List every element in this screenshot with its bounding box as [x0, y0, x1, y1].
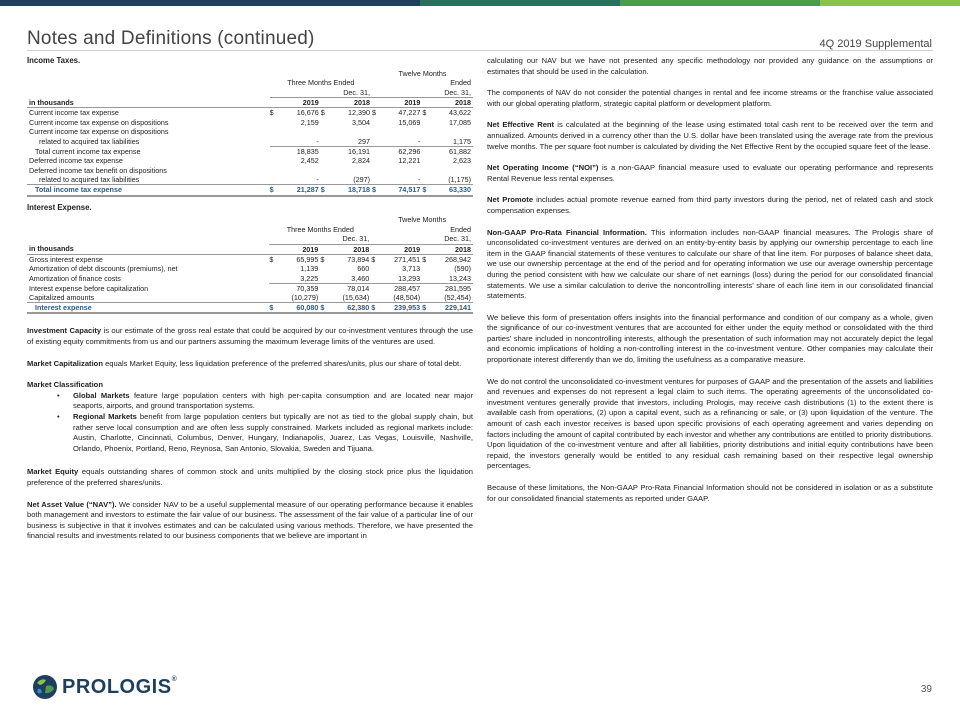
value-cell: - — [418, 136, 421, 146]
regional-markets-term: Regional Markets — [73, 411, 137, 421]
value-cell: 660 — [357, 264, 370, 274]
year-header: 2018 — [328, 97, 372, 107]
nav-continued-paragraph: calculating our NAV but we have not presented any specific methodology nor provided any guidance on the assumptions or estimates that should be used in the calculation. — [487, 56, 933, 76]
currency-cell — [321, 166, 329, 176]
prorata-term: Non-GAAP Pro-Rata Financial Information. — [487, 227, 647, 237]
currency-cell: $ — [422, 108, 427, 118]
row-label: Deferred income tax expense — [29, 156, 123, 166]
limitations-paragraph: Because of these limitations, the Non-GAAP Pro-Rata Financial Information should not be considered in isolation or as a substitute for our consolidated financial statements as reported under GAAP. — [487, 483, 933, 503]
currency-cell — [372, 175, 379, 185]
currency-cell — [422, 293, 429, 303]
top-bar-segment-1 — [0, 0, 420, 6]
table-row — [27, 137, 473, 147]
value-cell: 13,243 — [449, 273, 471, 283]
currency-cell: $ — [422, 254, 427, 264]
total-label: Interest expense — [27, 303, 269, 314]
top-color-bar — [0, 0, 960, 6]
currency-cell — [372, 166, 379, 176]
interest-expense-table — [27, 215, 473, 314]
currency-cell — [422, 137, 429, 147]
currency-cell: $ — [270, 185, 278, 196]
value-cell: 3,504 — [352, 117, 371, 127]
currency-cell — [269, 293, 276, 303]
currency-cell — [320, 293, 327, 303]
col-group-2-line2: Ended — [450, 78, 471, 88]
value-cell: 16,676 — [296, 108, 319, 118]
value-cell: 78,014 — [328, 283, 372, 293]
currency-cell: $ — [269, 303, 276, 314]
market-cap-paragraph — [27, 359, 473, 370]
row-label: Current income tax expense on dispositions — [29, 117, 169, 127]
global-markets-text: feature large population centers with high per-capita consumption and are located near major seaports, airports, and ground transportation systems. — [73, 390, 473, 411]
currency-cell — [321, 146, 329, 156]
top-bar-segment-3 — [620, 0, 820, 6]
currency-cell — [320, 274, 327, 284]
row-label: Total current income tax expense — [35, 146, 141, 156]
value-cell: - — [418, 175, 421, 185]
currency-cell — [422, 156, 429, 166]
investment-capacity-text: is our estimate of the gross real estate that could be acquired by our co-investment ventures through the use of existing equity commitments from us and our partners assuming the maximum leverage limits of the ventures are used. — [27, 326, 473, 346]
market-equity-term: Market Equity — [27, 467, 79, 477]
header-spacer — [27, 225, 269, 235]
value-cell: 2,452 — [300, 156, 319, 166]
noi-paragraph — [487, 163, 933, 184]
table-row — [27, 283, 473, 293]
noi-term: Net Operating Income (“NOI”) — [487, 163, 599, 173]
currency-cell — [320, 283, 327, 293]
value-cell: (590) — [454, 264, 471, 274]
year-header: 2018 — [430, 97, 473, 107]
supplemental-label: 4Q 2019 Supplemental — [819, 38, 932, 50]
left-column — [27, 56, 473, 542]
col-sub-1: Dec. 31, — [270, 88, 372, 98]
currency-cell — [422, 264, 429, 274]
page-number: 39 — [920, 684, 932, 695]
value-cell — [379, 166, 422, 176]
year-spacer — [372, 97, 379, 107]
col-group-1: Three Months Ended — [286, 224, 354, 234]
year-header: 2018 — [429, 244, 473, 254]
currency-cell — [422, 146, 429, 156]
currency-cell: $ — [320, 303, 327, 314]
currency-cell — [372, 146, 379, 156]
total-value-cell: 63,330 — [430, 185, 473, 196]
year-spacer — [270, 97, 278, 107]
value-cell — [277, 127, 321, 137]
value-cell: 3,713 — [402, 264, 421, 274]
table-row — [27, 127, 473, 137]
year-spacer — [422, 97, 429, 107]
year-header: 2019 — [277, 97, 321, 107]
value-cell: 17,085 — [449, 117, 471, 127]
currency-cell — [270, 166, 278, 176]
col-sub-2: Dec. 31, — [371, 234, 473, 244]
table-row — [27, 274, 473, 284]
unit-label: in thousands — [27, 244, 269, 254]
value-cell: 288,457 — [379, 283, 423, 293]
currency-cell — [371, 293, 378, 303]
value-cell: 1,139 — [300, 264, 319, 274]
currency-cell — [372, 137, 379, 147]
top-bar-segment-2 — [420, 0, 620, 6]
col-group-2-line1: Twelve Months — [398, 215, 447, 225]
currency-cell — [422, 127, 429, 137]
prologis-logo — [32, 674, 177, 700]
market-classification-list — [27, 391, 473, 455]
col-group-1: Three Months Ended — [287, 78, 355, 88]
table-row — [27, 264, 473, 274]
page-title: Notes and Definitions (continued) — [27, 28, 315, 49]
regional-markets-text: benefit from large population centers but typically are not as tied to the global supply chain, but rather serve local consumption and are often less supply constrained. Markets included as regional markets include: Austin, Charlotte, Cincinnati, Columbus, Denver, Hungary, Indianapolis, Juarez, Las Vegas, Louisville, Nashville, Orlando, Phoenix, Portland, Reno, Reynosa, San Antonio, Slovakia, Sweden and Tijuana. — [73, 411, 473, 453]
total-value-cell: 60,080 — [277, 303, 321, 314]
title-divider — [27, 50, 933, 51]
table-row — [27, 293, 473, 303]
currency-cell — [321, 117, 329, 127]
year-header: 2019 — [379, 97, 422, 107]
ner-term: Net Effective Rent — [487, 120, 555, 130]
currency-cell — [422, 166, 429, 176]
value-cell — [430, 127, 473, 137]
year-spacer — [321, 97, 329, 107]
prologis-globe-icon — [32, 674, 58, 700]
currency-cell: $ — [269, 108, 274, 118]
row-label: Gross interest expense — [29, 254, 103, 264]
value-cell: 2,159 — [300, 117, 319, 127]
year-spacer — [320, 244, 327, 254]
market-equity-paragraph — [27, 467, 473, 488]
net-effective-rent-paragraph — [487, 120, 933, 152]
value-cell: 297 — [358, 136, 371, 146]
currency-cell — [321, 127, 329, 137]
year-spacer — [269, 244, 276, 254]
currency-cell: $ — [422, 303, 429, 314]
currency-cell — [269, 274, 276, 284]
currency-cell — [270, 175, 278, 185]
value-cell: (297) — [353, 175, 371, 185]
promote-text: includes actual promote revenue earned from third party investors during the period, net of related cash and stock compensation expenses. — [487, 195, 934, 215]
prorata-text: This information includes non-GAAP financial measures. The Prologis share of unconsolidated co-investment ventures are derived on an entity-by-entity basis by applying our ownership percentage to each line item in the GAAP financial statements of these ventures to calculate our share of that line item. For purposes of balance sheet data, we use our ownership percentage at the end of the period and for operating information we use our average ownership percentage during the period consistent with how we calculate our share of net earnings (loss) during the period for our consolidated financial statements. We use a similar calculation to derive the noncontrolling interests’ share of each line item in our consolidated financial statements. — [487, 227, 933, 301]
currency-cell: $ — [422, 185, 429, 196]
value-cell: 62,296 — [379, 146, 422, 156]
value-cell: 268,942 — [445, 254, 471, 264]
value-cell: 271,451 — [394, 254, 421, 264]
net-promote-paragraph — [487, 195, 933, 216]
header-spacer — [27, 234, 269, 244]
currency-cell — [321, 175, 329, 185]
total-value-cell: 74,517 — [379, 185, 422, 196]
total-value-cell: 239,953 — [379, 303, 423, 314]
table-row — [27, 117, 473, 127]
income-taxes-heading: Income Taxes. — [27, 56, 81, 65]
right-column — [487, 56, 933, 504]
currency-cell — [371, 264, 378, 274]
col-sub-2: Dec. 31, — [372, 88, 473, 98]
logo-registered-mark: ® — [171, 675, 178, 683]
row-label: Amortization of debt discounts (premiums), net — [29, 264, 178, 274]
logo-text: PROLOGIS — [62, 675, 172, 698]
table-row — [27, 108, 473, 118]
currency-cell — [422, 117, 429, 127]
currency-cell: $ — [269, 254, 274, 264]
header-spacer — [27, 88, 270, 98]
value-cell: - — [316, 136, 319, 146]
currency-cell: $ — [320, 108, 325, 118]
logo-wordmark — [62, 676, 177, 699]
value-cell — [328, 166, 372, 176]
value-cell: 65,995 — [296, 254, 319, 264]
market-cap-term: Market Capitalization — [27, 358, 103, 368]
row-label: Amortization of finance costs — [29, 273, 121, 283]
table-row — [27, 175, 473, 185]
value-cell: 47,227 — [398, 108, 421, 118]
header-spacer — [270, 69, 372, 79]
currency-cell: $ — [321, 185, 329, 196]
market-cap-text: equals Market Equity, less liquidation preference of the preferred shares/units, plus our share of total debt. — [102, 358, 462, 368]
value-cell — [430, 166, 473, 176]
value-cell: 2,824 — [352, 156, 371, 166]
value-cell: 18,835 — [277, 146, 321, 156]
year-header: 2018 — [328, 244, 372, 254]
market-equity-text: equals outstanding shares of common stock and units multiplied by the closing stock price plus the liquidation preference of the preferred shares/units. — [27, 467, 473, 487]
value-cell: 1,175 — [453, 136, 471, 146]
investment-capacity-paragraph — [27, 326, 473, 347]
investment-capacity-term: Investment Capacity — [27, 326, 102, 336]
col-group-2-line2: Ended — [450, 224, 471, 234]
row-label: related to acquired tax liabilities — [39, 175, 140, 185]
row-label: Deferred income tax benefit on dispositions — [29, 165, 167, 175]
currency-cell — [269, 283, 276, 293]
total-row — [27, 185, 473, 196]
currency-cell — [422, 274, 429, 284]
value-cell: (15,634) — [342, 292, 370, 302]
top-bar-segment-4 — [820, 0, 960, 6]
market-class-term: Market Classification — [27, 380, 103, 390]
header-spacer — [269, 215, 371, 225]
currency-cell — [270, 137, 278, 147]
nav-paragraph — [27, 500, 473, 542]
currency-cell: $ — [371, 303, 378, 314]
value-cell: 3,225 — [300, 273, 319, 283]
currency-cell — [372, 127, 379, 137]
value-cell: 12,221 — [398, 156, 421, 166]
value-cell: 2,623 — [453, 156, 471, 166]
nav-text: We consider NAV to be a useful supplemental measure of our operating performance because it enables both management and investors to estimate the fair value of our business. The assessment of the fair value of a particular line of our business is subjective in that it involves estimates and can be calculated using various methods. Therefore, we have presented the financial results and investments related to our business components that we believe are important in — [27, 499, 473, 541]
market-classification-heading — [27, 380, 473, 391]
unit-label: in thousands — [27, 97, 270, 107]
currency-cell: $ — [372, 108, 377, 118]
year-header: 2019 — [379, 244, 423, 254]
income-taxes-table — [27, 69, 473, 197]
currency-cell: $ — [372, 185, 379, 196]
value-cell: 70,359 — [277, 283, 321, 293]
header-spacer — [27, 215, 269, 225]
currency-cell — [372, 117, 379, 127]
currency-cell — [422, 283, 429, 293]
value-cell: (10,279) — [291, 292, 319, 302]
value-cell — [328, 127, 372, 137]
col-group-2-line1: Twelve Months — [398, 68, 447, 78]
total-label: Total income tax expense — [27, 185, 270, 196]
value-cell: (48,504) — [393, 292, 421, 302]
value-cell: 16,191 — [328, 146, 372, 156]
currency-cell — [270, 156, 278, 166]
believe-paragraph: We believe this form of presentation offers insights into the financial performance and condition of our company as a whole, given the significance of our co-investment ventures that are accounted for either under the equity method or consolidated with the third parties’ share included in noncontrolling interests, although the presentation of such information may not accurately depict the legal and economic implications of holding a non-controlling interest in the co-investment venture. Other companies may calculate their proportionate interest differently than we do, limiting the usefulness as a comparative measure. — [487, 312, 933, 365]
currency-cell — [422, 175, 429, 185]
currency-cell — [270, 117, 278, 127]
currency-cell: $ — [371, 254, 376, 264]
row-label: Current income tax expense — [29, 108, 119, 118]
value-cell: 12,390 — [348, 108, 371, 118]
value-cell: (1,175) — [448, 175, 471, 185]
table-row — [27, 146, 473, 156]
value-cell: 43,622 — [449, 108, 471, 118]
year-spacer — [371, 244, 378, 254]
currency-cell — [270, 127, 278, 137]
nav-components-paragraph: The components of NAV do not consider the potential changes in rental and fee income streams or the franchise value associated with our global operating platform, strategic capital platform or development platform. — [487, 88, 933, 108]
value-cell: (52,454) — [444, 292, 471, 302]
value-cell: 3,460 — [351, 273, 370, 283]
header-spacer — [27, 78, 270, 88]
value-cell: 73,894 — [347, 254, 370, 264]
row-label: Current income tax expense on dispositions — [29, 127, 169, 137]
currency-cell — [321, 156, 329, 166]
noi-text: is a non-GAAP financial measure used to evaluate our operating performance and represents Rental Revenue less rental expenses. — [487, 163, 934, 183]
value-cell — [277, 166, 321, 176]
ner-text: is calculated at the beginning of the lease using estimated total cash rent to be received over the term and annualized. Amounts derived in a currency other than the U.S. dollar have been translated using the average rate from the previous twelve months. The per square foot number is calculated by dividing the Net Effective Rent by the occupied square feet of the lease. — [487, 120, 933, 151]
promote-term: Net Promote — [487, 195, 534, 205]
row-label: related to acquired tax liabilities — [39, 136, 140, 146]
pro-rata-paragraph — [487, 228, 933, 302]
currency-cell — [321, 137, 329, 147]
list-item-regional-markets — [27, 412, 473, 454]
global-markets-term: Global Markets — [73, 390, 130, 400]
total-value-cell: 62,380 — [328, 303, 372, 314]
currency-cell — [320, 264, 327, 274]
value-cell: 15,069 — [398, 117, 421, 127]
list-item-global-markets — [27, 391, 473, 412]
table-row — [27, 254, 473, 264]
currency-cell — [269, 264, 276, 274]
interest-expense-heading: Interest Expense. — [27, 202, 92, 212]
header-spacer — [27, 69, 270, 79]
value-cell — [379, 127, 422, 137]
year-header: 2019 — [277, 244, 321, 254]
currency-cell — [371, 283, 378, 293]
row-label: Interest expense before capitalization — [29, 283, 149, 293]
nav-term: Net Asset Value (“NAV”). — [27, 499, 117, 509]
table-row — [27, 166, 473, 176]
total-row — [27, 303, 473, 314]
currency-cell — [270, 146, 278, 156]
total-value-cell: 229,141 — [429, 303, 473, 314]
value-cell: 13,293 — [398, 273, 421, 283]
value-cell: 61,882 — [430, 146, 473, 156]
total-value-cell: 21,287 — [277, 185, 321, 196]
year-spacer — [422, 244, 429, 254]
total-value-cell: 18,718 — [328, 185, 372, 196]
currency-cell — [371, 274, 378, 284]
col-sub-1: Dec. 31, — [269, 234, 371, 244]
table-row — [27, 156, 473, 166]
value-cell: - — [316, 175, 319, 185]
control-paragraph: We do not control the unconsolidated co-investment ventures for purposes of GAAP and the presentation of the assets and liabilities and revenues and expenses do not represent a legal claim to such items. The operating agreements of the unconsolidated co-investment ventures generally provide that investors, including Prologis, may receive cash distributions (1) to the extent there is available cash from operations, (2) upon a capital event, such as a refinancing or sale, or (3) upon liquidation of the venture. The amount of cash each investor receives is based upon specific provisions of each operating agreement and varies depending on factors including the amount of capital contributed by each investor and whether any contributions are entitled to priority distributions. Upon liquidation of the co-investment venture and after all liabilities, priority distributions and initial equity contributions have been repaid, the investors generally would be entitled to any residual cash remaining based on their respective legal ownership percentages. — [487, 376, 933, 471]
currency-cell — [372, 156, 379, 166]
value-cell: 281,595 — [429, 283, 473, 293]
row-label: Capitalized amounts — [29, 292, 95, 302]
currency-cell: $ — [320, 254, 325, 264]
